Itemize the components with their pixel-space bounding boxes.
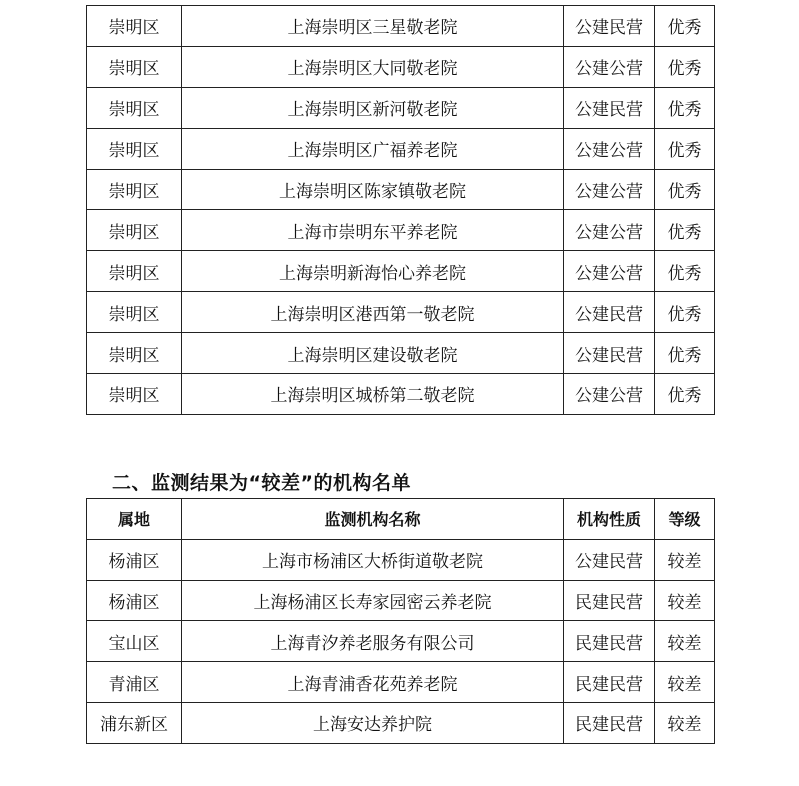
district-cell: 崇明区 xyxy=(87,251,182,292)
poor-table-header xyxy=(87,499,715,540)
district-cell: 崇明区 xyxy=(87,210,182,251)
grade-cell: 优秀 xyxy=(655,87,715,128)
excellent-table-body xyxy=(87,6,715,415)
district-cell: 崇明区 xyxy=(87,128,182,169)
institution-type-cell: 公建公营 xyxy=(564,210,655,251)
institution-type-cell: 公建公营 xyxy=(564,374,655,415)
grade-cell: 优秀 xyxy=(655,251,715,292)
grade-cell: 优秀 xyxy=(655,46,715,87)
institution-type-cell: 民建民营 xyxy=(564,621,655,662)
district-cell: 崇明区 xyxy=(87,292,182,333)
district-cell: 崇明区 xyxy=(87,374,182,415)
institution-name-cell: 上海青汐养老服务有限公司 xyxy=(182,621,564,662)
institution-type-cell: 公建民营 xyxy=(564,333,655,374)
header-district: 属地 xyxy=(87,499,182,540)
header-institution-type: 机构性质 xyxy=(564,499,655,540)
grade-cell: 较差 xyxy=(655,580,715,621)
institution-name-cell: 上海市崇明东平养老院 xyxy=(182,210,564,251)
institution-type-cell: 民建民营 xyxy=(564,580,655,621)
grade-cell: 优秀 xyxy=(655,128,715,169)
institution-type-cell: 公建公营 xyxy=(564,128,655,169)
institution-name-cell: 上海杨浦区长寿家园密云养老院 xyxy=(182,580,564,621)
poor-table-body xyxy=(87,539,715,743)
institution-type-cell: 公建民营 xyxy=(564,87,655,128)
district-cell: 杨浦区 xyxy=(87,539,182,580)
grade-cell: 较差 xyxy=(655,621,715,662)
grade-cell: 较差 xyxy=(655,539,715,580)
district-cell: 崇明区 xyxy=(87,333,182,374)
institution-type-cell: 公建公营 xyxy=(564,46,655,87)
district-cell: 杨浦区 xyxy=(87,580,182,621)
poor-institutions-table xyxy=(86,498,715,744)
institution-name-cell: 上海崇明新海怡心养老院 xyxy=(182,251,564,292)
section-heading: 二、监测结果为“较差”的机构名单 xyxy=(112,472,411,494)
table-row xyxy=(87,128,715,169)
header-institution-name: 监测机构名称 xyxy=(182,499,564,540)
table-row xyxy=(87,702,715,743)
district-cell: 青浦区 xyxy=(87,662,182,703)
institution-name-cell: 上海崇明区港西第一敬老院 xyxy=(182,292,564,333)
table-row xyxy=(87,87,715,128)
grade-cell: 优秀 xyxy=(655,169,715,210)
table-row xyxy=(87,333,715,374)
table-row xyxy=(87,292,715,333)
institution-name-cell: 上海崇明区新河敬老院 xyxy=(182,87,564,128)
institution-type-cell: 公建民营 xyxy=(564,539,655,580)
table-row xyxy=(87,169,715,210)
district-cell: 崇明区 xyxy=(87,169,182,210)
district-cell: 崇明区 xyxy=(87,87,182,128)
excellent-institutions-table xyxy=(86,5,715,415)
institution-type-cell: 民建民营 xyxy=(564,662,655,703)
table-row xyxy=(87,251,715,292)
institution-name-cell: 上海崇明区三星敬老院 xyxy=(182,6,564,47)
grade-cell: 优秀 xyxy=(655,374,715,415)
district-cell: 浦东新区 xyxy=(87,702,182,743)
grade-cell: 优秀 xyxy=(655,210,715,251)
grade-cell: 较差 xyxy=(655,662,715,703)
header-row xyxy=(87,499,715,540)
institution-name-cell: 上海青浦香花苑养老院 xyxy=(182,662,564,703)
institution-name-cell: 上海崇明区城桥第二敬老院 xyxy=(182,374,564,415)
institution-type-cell: 公建公营 xyxy=(564,169,655,210)
table-row xyxy=(87,580,715,621)
table-row xyxy=(87,621,715,662)
institution-name-cell: 上海崇明区建设敬老院 xyxy=(182,333,564,374)
institution-name-cell: 上海崇明区陈家镇敬老院 xyxy=(182,169,564,210)
table-row xyxy=(87,46,715,87)
table-row xyxy=(87,6,715,47)
district-cell: 崇明区 xyxy=(87,6,182,47)
table-row xyxy=(87,662,715,703)
institution-name-cell: 上海崇明区大同敬老院 xyxy=(182,46,564,87)
district-cell: 宝山区 xyxy=(87,621,182,662)
institution-type-cell: 公建公营 xyxy=(564,251,655,292)
grade-cell: 优秀 xyxy=(655,6,715,47)
institution-type-cell: 公建民营 xyxy=(564,6,655,47)
institution-type-cell: 民建民营 xyxy=(564,702,655,743)
grade-cell: 优秀 xyxy=(655,333,715,374)
header-grade: 等级 xyxy=(655,499,715,540)
district-cell: 崇明区 xyxy=(87,46,182,87)
institution-type-cell: 公建民营 xyxy=(564,292,655,333)
institution-name-cell: 上海安达养护院 xyxy=(182,702,564,743)
table-row xyxy=(87,539,715,580)
institution-name-cell: 上海崇明区广福养老院 xyxy=(182,128,564,169)
institution-name-cell: 上海市杨浦区大桥街道敬老院 xyxy=(182,539,564,580)
grade-cell: 较差 xyxy=(655,702,715,743)
table-row xyxy=(87,210,715,251)
grade-cell: 优秀 xyxy=(655,292,715,333)
table-row xyxy=(87,374,715,415)
